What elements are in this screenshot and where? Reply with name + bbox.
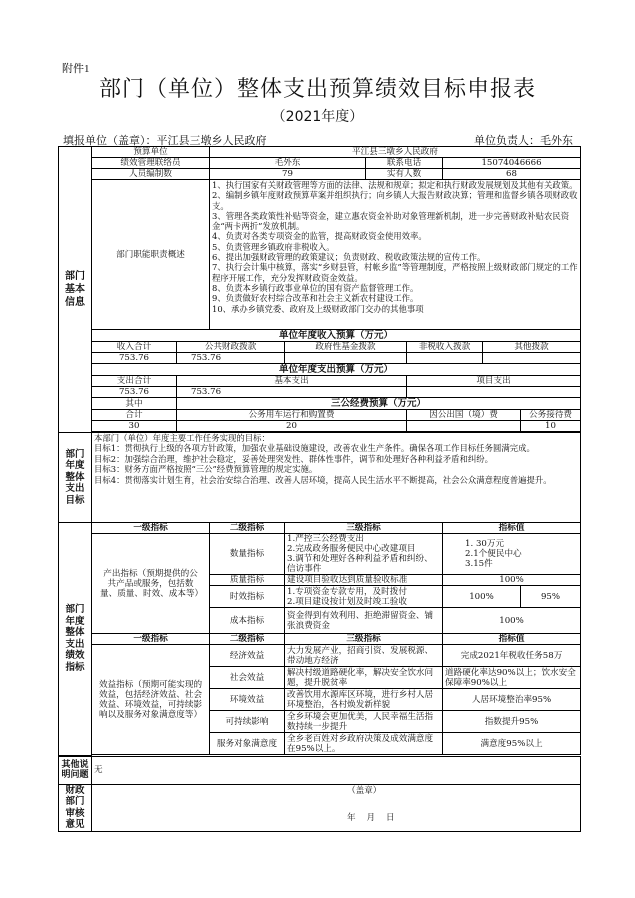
duty-item: 9、负责做好农村综合改革和社会主义新农村建设工作。 xyxy=(212,293,419,304)
duty-item: 6、提出加强财政管理的政策建议；负责财政、税收政策法规的宣传工作。 xyxy=(212,252,486,263)
staff-value: 79 xyxy=(210,169,366,180)
leader-name: 毛外东 xyxy=(540,134,573,147)
other-value: 无 xyxy=(92,756,581,784)
contact-label: 绩效管理联络员 xyxy=(92,158,210,169)
income-value xyxy=(285,353,407,364)
sangong-value: 20 xyxy=(177,421,407,432)
duty-item: 8、负责本乡镇行政事业单位的国有资产监督管理工作。 xyxy=(212,282,419,293)
benefit-value: 指数提升95% xyxy=(443,711,581,733)
output-value-line: 2.1个便民中心 xyxy=(465,549,522,559)
review-date: 年 月 日 xyxy=(347,812,395,823)
benefit-indicator-label: 效益指标（预期可能实现的效益，包括经济效益、社会效益、环境效益，可持续影响以及服务对象满意度等） xyxy=(92,645,210,755)
year-label: （2021年度） xyxy=(271,109,364,125)
output-value-a: 100% xyxy=(443,586,521,608)
goals-text xyxy=(92,433,581,523)
sangong-section-title: 三公经费预算（万元） xyxy=(177,398,581,410)
duty-item: 2、编制乡镇年度财政预算草案并组织执行；向乡镇人大报告财政决算；管理和监督乡镇各项财政收支。 xyxy=(212,190,578,211)
other-label: 其他说明问题 xyxy=(59,756,92,784)
output-l3-line: 2.完成政务服务便民中心改建项目 xyxy=(287,544,416,554)
unit-name: 平江县三墩乡人民政府 xyxy=(156,134,267,147)
output-l3-line: 1.专项资金专款专用，及时拨付 xyxy=(287,586,407,597)
page-title: 部门（单位）整体支出预算绩效目标申报表 xyxy=(98,77,536,102)
output-value xyxy=(443,534,581,575)
contact-value: 毛外东 xyxy=(210,158,366,169)
staff-label: 人员编制数 xyxy=(92,169,210,180)
col-header-l3: 三级指标 xyxy=(285,634,443,645)
goal-line: 目标4：贯彻落实计划生育，社会治安综合治理、改善人居环境，提高人民生活水平不断提高，社会公众满意程度普遍提升。 xyxy=(94,474,552,485)
expense-section-title: 单位年度支出预算（万元） xyxy=(92,364,581,376)
output-l2: 时效指标 xyxy=(210,586,285,608)
output-l3: 资金得到有效利用、拒绝滞留资金、铺张浪费资金 xyxy=(285,608,443,634)
output-l3: 建设项目验收达到质量验收标准 xyxy=(285,575,443,586)
benefit-value: 完成2021年税收任务58万 xyxy=(443,645,581,667)
duty-list xyxy=(210,180,581,330)
income-header: 其他拨款 xyxy=(483,342,581,353)
benefit-l3: 改善饮用水源库区环境，进行乡村人居环境整治，各村焕发新样貌 xyxy=(285,689,443,711)
output-value-line: 3.15件 xyxy=(465,559,493,569)
benefit-value: 人居环境整治率95% xyxy=(443,689,581,711)
actual-staff-label: 实有人数 xyxy=(366,169,443,180)
performance-table xyxy=(58,146,581,832)
sangong-value: 10 xyxy=(521,421,581,432)
output-l2: 成本指标 xyxy=(210,608,285,634)
col-header-l3: 三级指标 xyxy=(285,523,443,534)
benefit-l3: 解决村级道路硬化率，解决安全饮水问题，提升脱贫率 xyxy=(285,667,443,689)
output-l3 xyxy=(285,586,443,608)
budget-unit-label: 预算单位 xyxy=(92,147,210,158)
actual-staff-value: 68 xyxy=(443,169,581,180)
review-seal: （盖章） xyxy=(347,785,382,796)
sangong-header: 合计 xyxy=(92,410,177,421)
expense-project-label: 项目支出 xyxy=(407,376,581,387)
indicators-label: 部门年度整体支出绩效指标 xyxy=(59,523,92,756)
col-header-value: 指标值 xyxy=(443,523,581,534)
goal-line: 目标1：贯彻执行上级的各项方针政策，加强农业基础设施建设，改善农业生产条件。确保各项工作目标任务圆满完成。 xyxy=(94,443,535,454)
income-header: 非税收入拨款 xyxy=(407,342,483,353)
goal-line: 目标3：财务方面严格按照“三公”经费预算管理的规定实施。 xyxy=(94,464,318,475)
output-value: 100% xyxy=(443,575,581,586)
leader-label: 单位负责人： xyxy=(474,134,540,147)
income-section-title: 单位年度收入预算（万元） xyxy=(92,330,581,342)
phone-value: 15074046666 xyxy=(443,158,581,169)
output-indicator-label: 产出指标（预期提供的公共产品或服务，包括数量、质量、时效、成本等） xyxy=(92,534,210,634)
sangong-value: 30 xyxy=(92,421,177,432)
output-l2: 质量指标 xyxy=(210,575,285,586)
income-header: 政府性基金拨款 xyxy=(285,342,407,353)
col-header-value: 指标值 xyxy=(443,634,581,645)
basic-info-label: 部门基本信息 xyxy=(59,147,92,433)
duty-item: 4、负责对各类专项资金的监管，提高财政资金使用效率。 xyxy=(212,231,427,242)
duty-label: 部门职能职责概述 xyxy=(92,180,210,330)
benefit-l3: 全乡老百姓对乡政府决策及成效满意度在95%以上。 xyxy=(285,733,443,755)
output-l3-line: 2.项目建设按计划及时竣工验收 xyxy=(287,596,407,607)
expense-basic-label: 基本支出 xyxy=(177,376,407,387)
sangong-header: 因公出国（境）费 xyxy=(407,410,521,421)
output-value-line: 1. 30万元 xyxy=(465,539,505,549)
duty-item: 5、负责管理乡镇政府非税收入。 xyxy=(212,241,335,252)
budget-unit-value: 平江县三墩乡人民政府 xyxy=(210,147,581,158)
expense-total-label: 支出合计 xyxy=(92,376,177,387)
goals-label: 部门年度整体支出目标 xyxy=(59,433,92,523)
goal-line: 目标2：加强综合治理，维护社会稳定，妥善处理突发性、群体性事件，调节和处理好各种利益矛盾和纠纷。 xyxy=(94,453,493,464)
output-value-b: 95% xyxy=(521,586,581,608)
income-header: 公共财政拨款 xyxy=(177,342,285,353)
duty-item: 7、执行会计集中核算，落实“乡财县管，村帐乡监”等管理制度，严格按照上级财政部门规定的工作程序开展工作，充分发挥财政资金效益。 xyxy=(212,262,578,283)
unit-label: 填报单位（盖章）： xyxy=(63,134,157,147)
sangong-header: 公务用车运行和购置费 xyxy=(177,410,407,421)
sangong-value xyxy=(407,421,521,432)
benefit-value: 满意度95%以上 xyxy=(443,733,581,755)
benefit-l2: 社会效益 xyxy=(210,667,285,689)
income-value: 753.76 xyxy=(177,353,285,364)
col-header-l2: 二级指标 xyxy=(210,634,285,645)
expense-basic-value: 753.76 xyxy=(177,387,407,398)
review-label: 财政部门审核意见 xyxy=(59,784,92,831)
benefit-l2: 环境效益 xyxy=(210,689,285,711)
col-header-l1: 一级指标 xyxy=(92,523,210,534)
income-value xyxy=(483,353,581,364)
benefit-l2: 可持续影响 xyxy=(210,711,285,733)
benefit-l3: 大力发展产业，招商引资、发展税源、带动地方经济 xyxy=(285,645,443,667)
output-l2: 数量指标 xyxy=(210,534,285,575)
goal-line: 本部门（单位）年度主要工作任务实现的目标： xyxy=(94,433,270,443)
duty-item: 1、执行国家有关财政管理等方面的法律、法规和规章；拟定和执行财政发展规划及其他有关政策。 xyxy=(212,180,578,190)
phone-label: 联系电话 xyxy=(366,158,443,169)
output-l3-line: 1.严控三公经费支出 xyxy=(287,534,364,544)
expense-total-value: 753.76 xyxy=(92,387,177,398)
output-l3-line: 3.调节和处理好各种利益矛盾和纠纷、信访事件 xyxy=(287,554,433,574)
review-box xyxy=(92,784,581,831)
benefit-l3: 全乡环境会更加优美，人民幸福生活指数持续一步提升 xyxy=(285,711,443,733)
col-header-l1: 一级指标 xyxy=(92,634,210,645)
income-value: 753.76 xyxy=(92,353,177,364)
sangong-header: 公务接待费 xyxy=(521,410,581,421)
income-value xyxy=(407,353,483,364)
income-header: 收入合计 xyxy=(92,342,177,353)
benefit-l2: 服务对象满意度 xyxy=(210,733,285,755)
benefit-l2: 经济效益 xyxy=(210,645,285,667)
expense-project-value xyxy=(407,387,581,398)
among-label: 其中 xyxy=(92,398,177,410)
output-l3 xyxy=(285,534,443,575)
duty-item: 10、承办乡镇党委、政府及上级财政部门交办的其他事项 xyxy=(212,303,424,314)
col-header-l2: 二级指标 xyxy=(210,523,285,534)
benefit-value: 道路硬化率达90%以上；饮水安全保障率90%以上 xyxy=(443,667,581,689)
attachment-label: 附件1 xyxy=(62,63,90,75)
output-value: 100% xyxy=(443,608,581,634)
duty-item: 3、管理各类政策性补贴等资金，建立惠农资金补助对象管理新机制，进一步完善财政补贴农民资金“两卡两折”发放机制。 xyxy=(212,210,570,232)
